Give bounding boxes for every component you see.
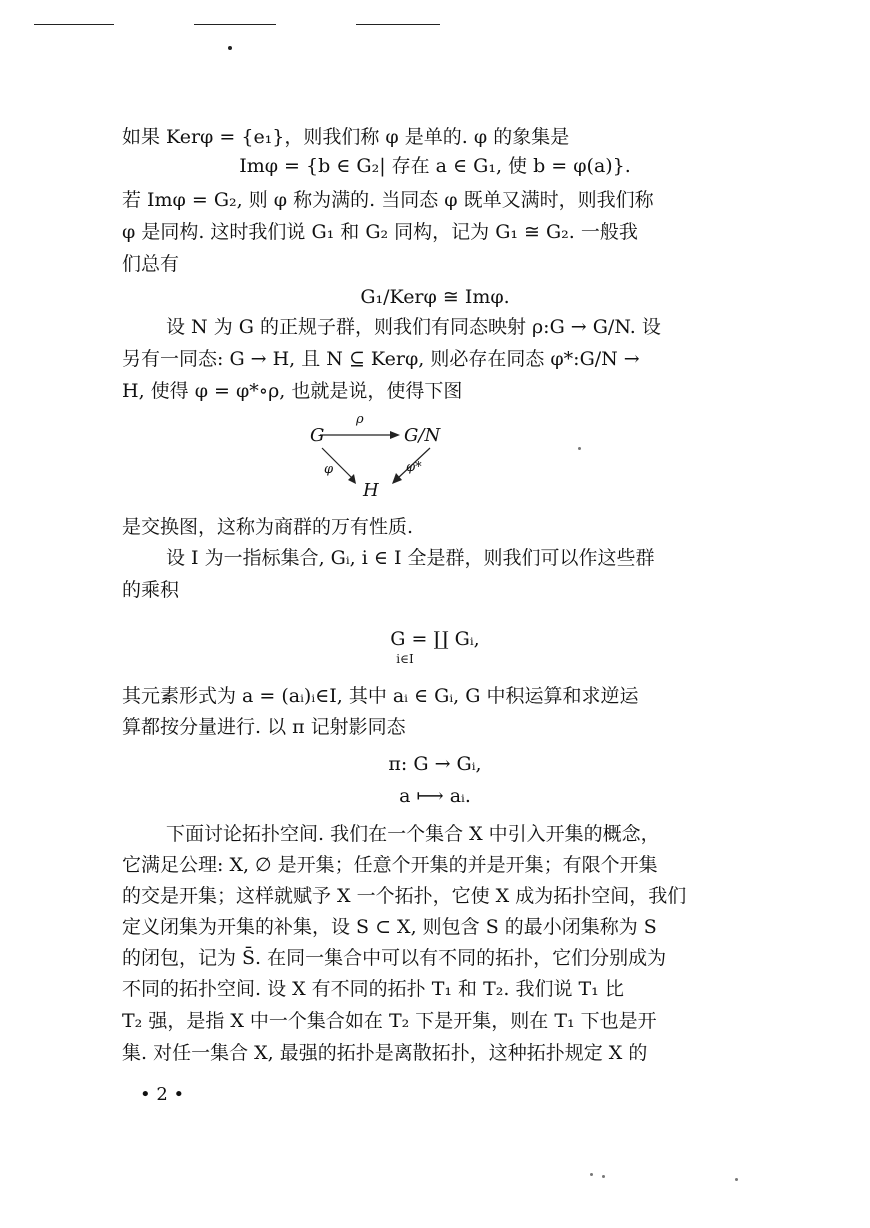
text-line: 若 Imφ = G₂, 则 φ 称为满的. 当同态 φ 既单又满时，则我们称 [122,189,654,211]
text-line: 算都按分量进行. 以 π 记射影同态 [122,716,406,738]
text-line: 不同的拓扑空间. 设 X 有不同的拓扑 T₁ 和 T₂. 我们说 T₁ 比 [122,978,624,1000]
text-line: 设 N 为 G 的正规子群，则我们有同态映射 ρ:G → G/N. 设 [166,316,661,338]
speck [735,1178,738,1181]
text-line: H, 使得 φ = φ*∘ρ, 也就是说，使得下图 [122,380,463,402]
text-line: 的闭包，记为 S̄. 在同一集合中可以有不同的拓扑，它们分别成为 [122,947,667,969]
speck [590,1173,593,1176]
formula-projection: π: G → Gᵢ, [388,753,482,775]
text-line: 的交是开集；这样就赋予 X 一个拓扑，它使 X 成为拓扑空间，我们 [122,885,687,907]
header-rule [34,24,114,25]
speck [602,1175,605,1178]
diagram-node-gn: G/N [404,425,441,446]
page-number: • 2 • [140,1084,185,1105]
text-line: φ 是同构. 这时我们说 G₁ 和 G₂ 同构，记为 G₁ ≅ G₂. 一般我 [122,221,638,243]
text-line: 另有一同态: G → H, 且 N ⊆ Kerφ, 则必存在同态 φ*:G/N → [122,348,640,370]
text-line: 其元素形式为 a = (aᵢ)ᵢ∈I, 其中 aᵢ ∈ Gᵢ, G 中积运算和求逆运 [122,685,639,707]
header-rule [194,24,276,25]
formula-iso: G₁/Kerφ ≅ Imφ. [360,286,510,308]
diagram-label-phi: φ [324,462,334,477]
text-line: 们总有 [122,253,180,275]
text-line: 下面讨论拓扑空间. 我们在一个集合 X 中引入开集的概念， [166,823,660,845]
text-line: 是交换图，这称为商群的万有性质. [122,516,414,538]
text-line: 如果 Kerφ = {e₁}，则我们称 φ 是单的. φ 的象集是 [122,126,570,148]
text-line: 集. 对任一集合 X, 最强的拓扑是离散拓扑，这种拓扑规定 X 的 [122,1042,648,1064]
speck [578,447,581,450]
commutative-diagram [290,410,490,510]
text-line: 定义闭集为开集的补集，设 S ⊂ X, 则包含 S 的最小闭集称为 S [122,916,657,938]
text-line: T₂ 强，是指 X 中一个集合如在 T₂ 下是开集，则在 T₁ 下也是开 [122,1010,657,1032]
product-index: i∈I [396,652,414,666]
text-line: 它满足公理: X, ∅ 是开集；任意个开集的并是开集；有限个开集 [122,854,658,876]
diagram-label-phistar: φ* [406,460,422,475]
diagram-label-rho: ρ [356,412,364,427]
formula-map: a ⟼ aᵢ. [399,785,471,807]
text-line: 的乘积 [122,579,180,601]
diagram-node-h: H [363,480,379,501]
diagram-node-g: G [310,425,325,446]
text-line: 设 I 为一指标集合, Gᵢ, i ∈ I 全是群，则我们可以作这些群 [166,547,655,569]
formula-product: G = ∐ Gᵢ, [390,628,480,650]
speck [228,46,232,50]
header-rule [356,24,440,25]
formula-im: Imφ = {b ∈ G₂| 存在 a ∈ G₁, 使 b = φ(a)}. [239,155,631,177]
